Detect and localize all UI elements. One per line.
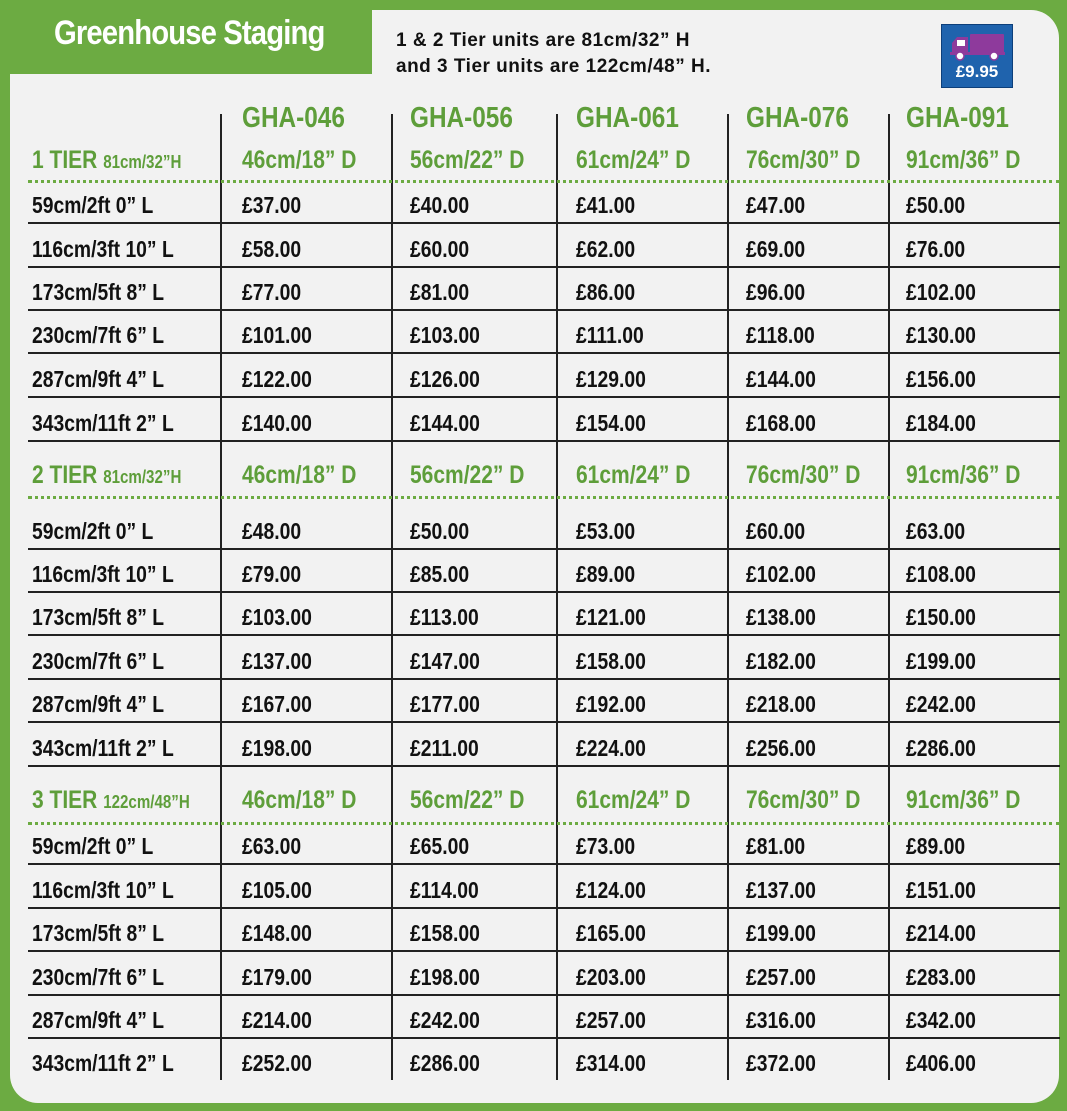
price-cell: £151.00 [906,877,976,903]
price-cell: £102.00 [906,279,976,305]
price-cell: £130.00 [906,322,976,348]
price-cell: £192.00 [576,691,646,717]
price-cell: £168.00 [746,410,816,436]
row-length: 287cm/9ft 4” L [32,1007,165,1033]
tier-name: 2 TIER [32,461,98,489]
price-cell: £147.00 [410,648,480,674]
price-cell: £129.00 [576,366,646,392]
tier-label [32,786,190,815]
price-cell: £242.00 [410,1007,480,1033]
price-cell: £63.00 [242,833,302,859]
column-depth: 56cm/22” D [410,786,525,814]
price-cell: £257.00 [746,964,816,990]
row-divider [28,907,1060,909]
row-divider [28,765,1060,767]
price-cell: £118.00 [746,322,815,348]
height-note-line-1: 1 & 2 Tier units are 81cm/32” H [396,30,690,51]
price-cell: £137.00 [242,648,312,674]
title-banner [0,0,372,74]
row-length: 343cm/11ft 2” L [32,1050,174,1076]
price-cell: £50.00 [410,518,470,544]
price-cell: £224.00 [576,735,646,761]
tier-height: 122cm/48”H [103,792,190,812]
price-cell: £81.00 [410,279,470,305]
row-divider [28,548,1060,550]
column-depth: 91cm/36” D [906,146,1021,174]
price-cell: £53.00 [576,518,636,544]
row-length: 59cm/2ft 0” L [32,518,154,544]
price-cell: £144.00 [746,366,816,392]
price-cell: £65.00 [410,833,470,859]
page-title: Greenhouse Staging [54,14,325,52]
price-cell: £105.00 [242,877,312,903]
row-length: 173cm/5ft 8” L [32,604,165,630]
column-divider [391,114,393,1080]
row-length: 287cm/9ft 4” L [32,366,165,392]
row-length: 116cm/3ft 10” L [32,877,174,903]
price-cell: £198.00 [242,735,312,761]
row-length: 230cm/7ft 6” L [32,964,165,990]
price-cell: £103.00 [410,322,480,348]
row-divider [28,721,1060,723]
price-cell: £96.00 [746,279,806,305]
price-cell: £124.00 [576,877,646,903]
row-length: 343cm/11ft 2” L [32,410,174,436]
tier-height: 81cm/32”H [103,467,182,487]
price-cell: £122.00 [242,366,312,392]
price-cell: £63.00 [906,518,966,544]
price-cell: £41.00 [576,192,636,218]
row-divider [28,994,1060,996]
column-depth: 46cm/18” D [242,146,357,174]
column-divider [556,114,558,1080]
price-cell: £179.00 [242,964,312,990]
row-divider [28,440,1060,442]
price-cell: £242.00 [906,691,976,717]
price-cell: £60.00 [746,518,806,544]
row-divider [28,396,1060,398]
price-cell: £86.00 [576,279,636,305]
column-depth: 56cm/22” D [410,461,525,489]
price-cell: £198.00 [410,964,480,990]
price-cell: £203.00 [576,964,646,990]
column-depth: 61cm/24” D [576,146,691,174]
row-length: 343cm/11ft 2” L [32,735,174,761]
row-divider [28,863,1060,865]
truck-icon [948,31,1006,61]
price-cell: £257.00 [576,1007,646,1033]
column-depth: 91cm/36” D [906,786,1021,814]
price-cell: £58.00 [242,236,302,262]
price-cell: £76.00 [906,236,966,262]
column-depth: 56cm/22” D [410,146,525,174]
column-depth: 61cm/24” D [576,786,691,814]
price-cell: £150.00 [906,604,976,630]
column-depth: 76cm/30” D [746,146,861,174]
price-cell: £48.00 [242,518,302,544]
price-cell: £342.00 [906,1007,976,1033]
price-cell: £184.00 [906,410,976,436]
row-divider [28,678,1060,680]
column-code: GHA-091 [906,102,1009,134]
column-code: GHA-046 [242,102,345,134]
height-note-line-2: and 3 Tier units are 122cm/48” H. [396,56,712,77]
price-cell: £126.00 [410,366,480,392]
price-cell: £218.00 [746,691,816,717]
price-cell: £372.00 [746,1050,816,1076]
column-divider [727,114,729,1080]
price-cell: £77.00 [242,279,302,305]
row-divider [28,591,1060,593]
price-cell: £256.00 [746,735,816,761]
row-length: 116cm/3ft 10” L [32,236,174,262]
price-cell: £165.00 [576,920,646,946]
section-dotted-divider [28,822,1060,825]
price-cell: £47.00 [746,192,806,218]
price-cell: £108.00 [906,561,976,587]
price-cell: £138.00 [746,604,816,630]
price-cell: £101.00 [242,322,312,348]
row-divider [28,309,1060,311]
price-cell: £62.00 [576,236,636,262]
price-cell: £79.00 [242,561,302,587]
height-note [396,28,711,80]
section-dotted-divider [28,180,1060,183]
price-cell: £103.00 [242,604,312,630]
price-cell: £114.00 [410,877,479,903]
price-cell: £406.00 [906,1050,976,1076]
column-depth: 46cm/18” D [242,461,357,489]
price-cell: £73.00 [576,833,636,859]
delivery-badge [941,24,1013,88]
column-divider [888,114,890,1080]
price-cell: £137.00 [746,877,816,903]
price-cell: £85.00 [410,561,470,587]
row-length: 173cm/5ft 8” L [32,920,165,946]
price-cell: £199.00 [746,920,816,946]
price-cell: £316.00 [746,1007,816,1033]
delivery-price: £9.95 [955,62,999,81]
column-depth: 91cm/36” D [906,461,1021,489]
price-cell: £148.00 [242,920,312,946]
row-length: 230cm/7ft 6” L [32,322,165,348]
price-cell: £144.00 [410,410,480,436]
price-cell: £154.00 [576,410,646,436]
price-cell: £182.00 [746,648,816,674]
tier-height: 81cm/32”H [103,152,182,172]
column-depth: 46cm/18” D [242,786,357,814]
price-cell: £158.00 [576,648,646,674]
row-divider [28,634,1060,636]
tier-label [32,461,181,490]
price-cell: £40.00 [410,192,470,218]
row-divider [28,1037,1060,1039]
column-depth: 61cm/24” D [576,461,691,489]
column-depth: 76cm/30” D [746,461,861,489]
section-dotted-divider [28,496,1060,499]
tier-name: 3 TIER [32,786,98,814]
price-cell: £314.00 [576,1050,646,1076]
price-cell: £211.00 [410,735,479,761]
price-cell: £286.00 [410,1050,480,1076]
price-cell: £214.00 [906,920,976,946]
row-length: 59cm/2ft 0” L [32,192,154,218]
row-length: 230cm/7ft 6” L [32,648,165,674]
column-divider [220,114,222,1080]
price-cell: £167.00 [242,691,312,717]
tier-label [32,146,181,175]
price-cell: £121.00 [576,604,646,630]
price-cell: £214.00 [242,1007,312,1033]
row-divider [28,222,1060,224]
column-code: GHA-076 [746,102,849,134]
price-cell: £89.00 [576,561,636,587]
row-length: 116cm/3ft 10” L [32,561,174,587]
row-length: 59cm/2ft 0” L [32,833,154,859]
price-cell: £81.00 [746,833,806,859]
row-length: 287cm/9ft 4” L [32,691,165,717]
tier-name: 1 TIER [32,146,98,174]
price-cell: £156.00 [906,366,976,392]
price-cell: £140.00 [242,410,312,436]
row-divider [28,352,1060,354]
row-divider [28,266,1060,268]
price-cell: £286.00 [906,735,976,761]
price-cell: £69.00 [746,236,806,262]
row-length: 173cm/5ft 8” L [32,279,165,305]
price-cell: £158.00 [410,920,480,946]
price-cell: £283.00 [906,964,976,990]
column-depth: 76cm/30” D [746,786,861,814]
column-code: GHA-056 [410,102,513,134]
price-cell: £177.00 [410,691,480,717]
price-cell: £50.00 [906,192,966,218]
column-code: GHA-061 [576,102,679,134]
price-cell: £199.00 [906,648,976,674]
row-divider [28,950,1060,952]
price-cell: £113.00 [410,604,479,630]
price-cell: £102.00 [746,561,816,587]
price-cell: £37.00 [242,192,302,218]
price-cell: £60.00 [410,236,470,262]
price-cell: £111.00 [576,322,644,348]
price-cell: £252.00 [242,1050,312,1076]
price-cell: £89.00 [906,833,966,859]
